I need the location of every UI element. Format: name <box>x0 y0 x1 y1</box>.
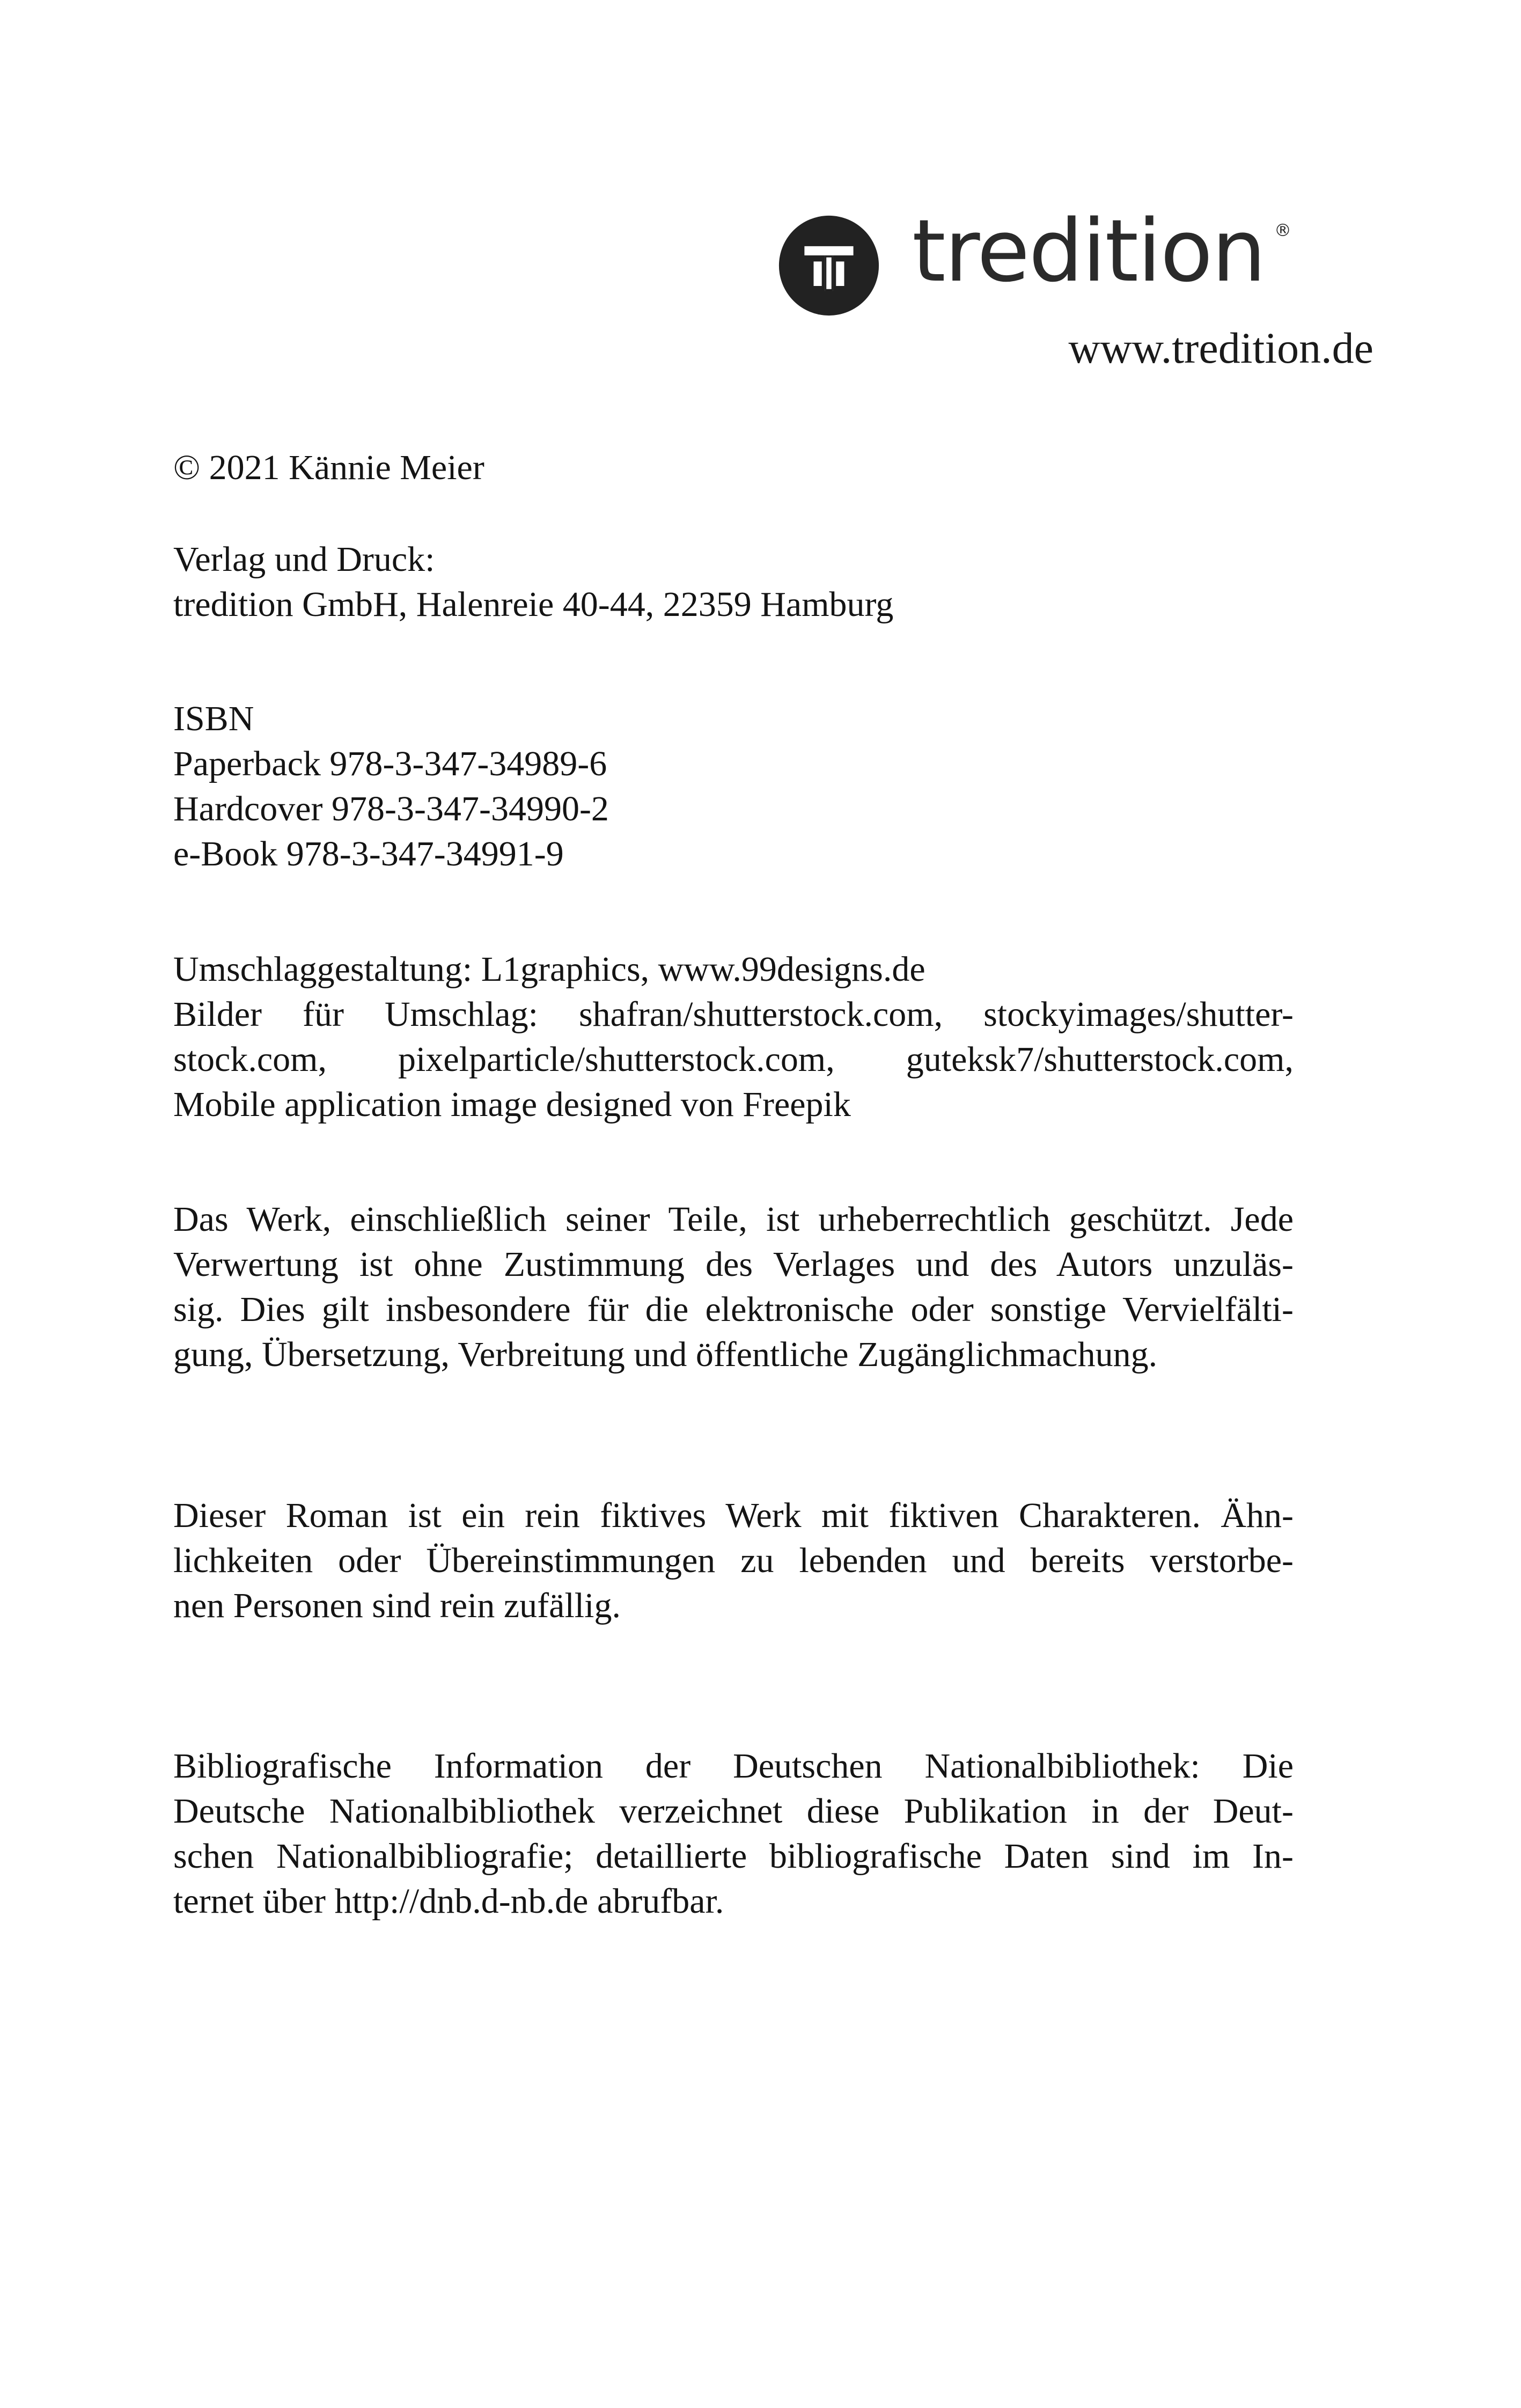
tredition-logo-icon <box>778 215 880 317</box>
isbn-paperback: Paperback 978-3-347-34989-6 <box>173 744 607 783</box>
isbn-heading: ISBN <box>173 699 254 738</box>
publisher-header <box>773 201 1373 381</box>
cover-credits-block <box>173 947 1311 1127</box>
rights-notice <box>173 1197 1311 1377</box>
rights-notice-line: Das Werk, einschließlich seiner Teile, ist urheberrechtlich geschützt. Jede <box>173 1200 1294 1239</box>
imprint-text <box>173 445 1311 1924</box>
cover-credits-line: Bilder für Umschlag: shafran/shutterstock.com, stockyimages/shutter- <box>173 995 1294 1034</box>
bibliographic-notice-line: ternet über http://dnb.d-nb.de abrufbar. <box>173 1882 724 1921</box>
rights-notice-line: gung, Übersetzung, Verbreitung und öffentliche Zugänglichmachung. <box>173 1335 1158 1374</box>
cover-credits-line: Mobile application image designed von Freepik <box>173 1085 851 1124</box>
fiction-notice-line: Dieser Roman ist ein rein fiktives Werk mit fiktiven Charakteren. Ähn- <box>173 1496 1294 1535</box>
publishing-block <box>173 537 1311 627</box>
fiction-notice-line: lichkeiten oder Übereinstimmungen zu lebenden und bereits verstorbe- <box>173 1541 1294 1580</box>
publisher-url: www.tredition.de <box>1068 324 1373 372</box>
rights-notice-line: sig. Dies gilt insbesondere für die elektronische oder sonstige Vervielfälti- <box>173 1290 1294 1329</box>
cover-credits-line: stock.com, pixelparticle/shutterstock.com, guteksk7/shutterstock.com, <box>173 1040 1294 1079</box>
publisher-logo-wordmark: tredition <box>912 201 1265 301</box>
bibliographic-notice <box>173 1744 1311 1924</box>
copyright-block <box>173 445 1311 490</box>
isbn-ebook: e-Book 978-3-347-34991-9 <box>173 834 564 873</box>
bibliographic-notice-line: schen Nationalbibliografie; detaillierte bibliografische Daten sind im In- <box>173 1837 1294 1876</box>
publishing-address: tredition GmbH, Halenreie 40-44, 22359 Hamburg <box>173 585 894 624</box>
isbn-block <box>173 696 1311 877</box>
rights-notice-line: Verwertung ist ohne Zustimmung des Verlages und des Autors unzuläs- <box>173 1245 1294 1284</box>
cover-credits-line: Umschlaggestaltung: L1graphics, www.99designs.de <box>173 950 925 989</box>
bibliographic-notice-line: Deutsche Nationalbibliothek verzeichnet diese Publikation in der Deut- <box>173 1792 1294 1831</box>
fiction-notice <box>173 1493 1311 1628</box>
copyright-line: © 2021 Kännie Meier <box>173 448 484 487</box>
publishing-heading: Verlag und Druck: <box>173 540 435 579</box>
isbn-hardcover: Hardcover 978-3-347-34990-2 <box>173 789 609 828</box>
bibliographic-notice-line: Bibliografische Information der Deutschen Nationalbibliothek: Die <box>173 1746 1294 1786</box>
fiction-notice-line: nen Personen sind rein zufällig. <box>173 1586 621 1625</box>
registered-mark: ® <box>1274 220 1291 240</box>
